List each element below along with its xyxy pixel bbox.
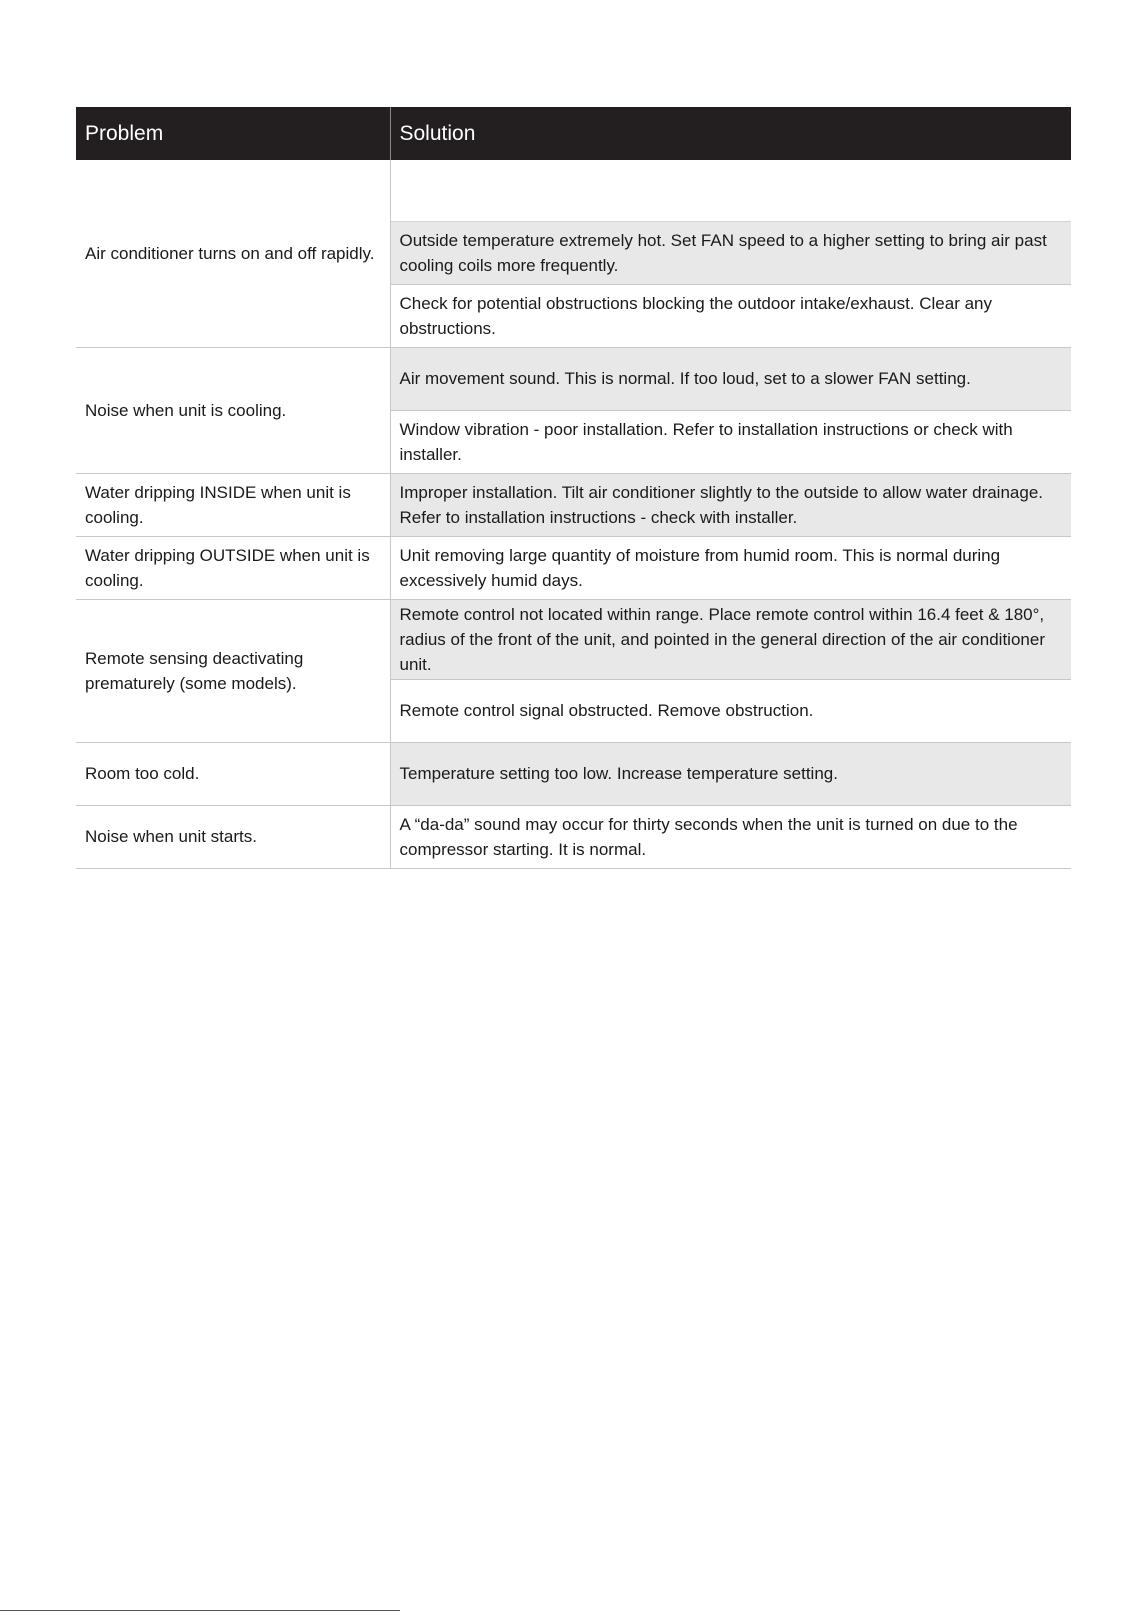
problem-cell: Air conditioner turns on and off rapidly.: [76, 160, 390, 347]
table-row: [76, 160, 1071, 221]
table-row: [76, 473, 1071, 536]
table-row: [76, 536, 1071, 599]
problem-column-header: Problem: [76, 107, 390, 160]
solution-cell: Remote control not located within range. Place remote control within 16.4 feet & 180°, radius of the front of the unit, and pointed in the general direction of the air conditioner unit.: [390, 599, 1071, 679]
solution-cell: A “da-da” sound may occur for thirty seconds when the unit is turned on due to the compressor starting. It is normal.: [390, 805, 1071, 868]
table-row: [76, 742, 1071, 805]
solution-column-header: Solution: [390, 107, 1071, 160]
solution-cell: Check for potential obstructions blocking the outdoor intake/exhaust. Clear any obstructions.: [390, 284, 1071, 347]
troubleshooting-table: [76, 107, 1071, 869]
footer-divider: [0, 1610, 400, 1611]
solution-cell: Window vibration - poor installation. Refer to installation instructions or check with installer.: [390, 410, 1071, 473]
problem-cell: Water dripping OUTSIDE when unit is cooling.: [76, 536, 390, 599]
problem-cell: Water dripping INSIDE when unit is cooling.: [76, 473, 390, 536]
solution-cell: Outside temperature extremely hot. Set FAN speed to a higher setting to bring air past cooling coils more frequently.: [390, 221, 1071, 284]
solution-cell: Temperature setting too low. Increase temperature setting.: [390, 742, 1071, 805]
solution-cell: Air movement sound. This is normal. If too loud, set to a slower FAN setting.: [390, 347, 1071, 410]
problem-cell: Noise when unit is cooling.: [76, 347, 390, 473]
problem-cell: Noise when unit starts.: [76, 805, 390, 868]
problem-cell: Remote sensing deactivating prematurely (some models).: [76, 599, 390, 742]
table-header-row: [76, 107, 1071, 160]
problem-cell: Room too cold.: [76, 742, 390, 805]
solution-cell: Improper installation. Tilt air conditioner slightly to the outside to allow water drainage. Refer to installation instructions - check with installer.: [390, 473, 1071, 536]
table-row: [76, 599, 1071, 679]
solution-cell-empty: [390, 160, 1071, 221]
table-row: [76, 347, 1071, 410]
solution-cell: Unit removing large quantity of moisture from humid room. This is normal during excessively humid days.: [390, 536, 1071, 599]
solution-cell: Remote control signal obstructed. Remove obstruction.: [390, 679, 1071, 742]
table-row: [76, 805, 1071, 868]
